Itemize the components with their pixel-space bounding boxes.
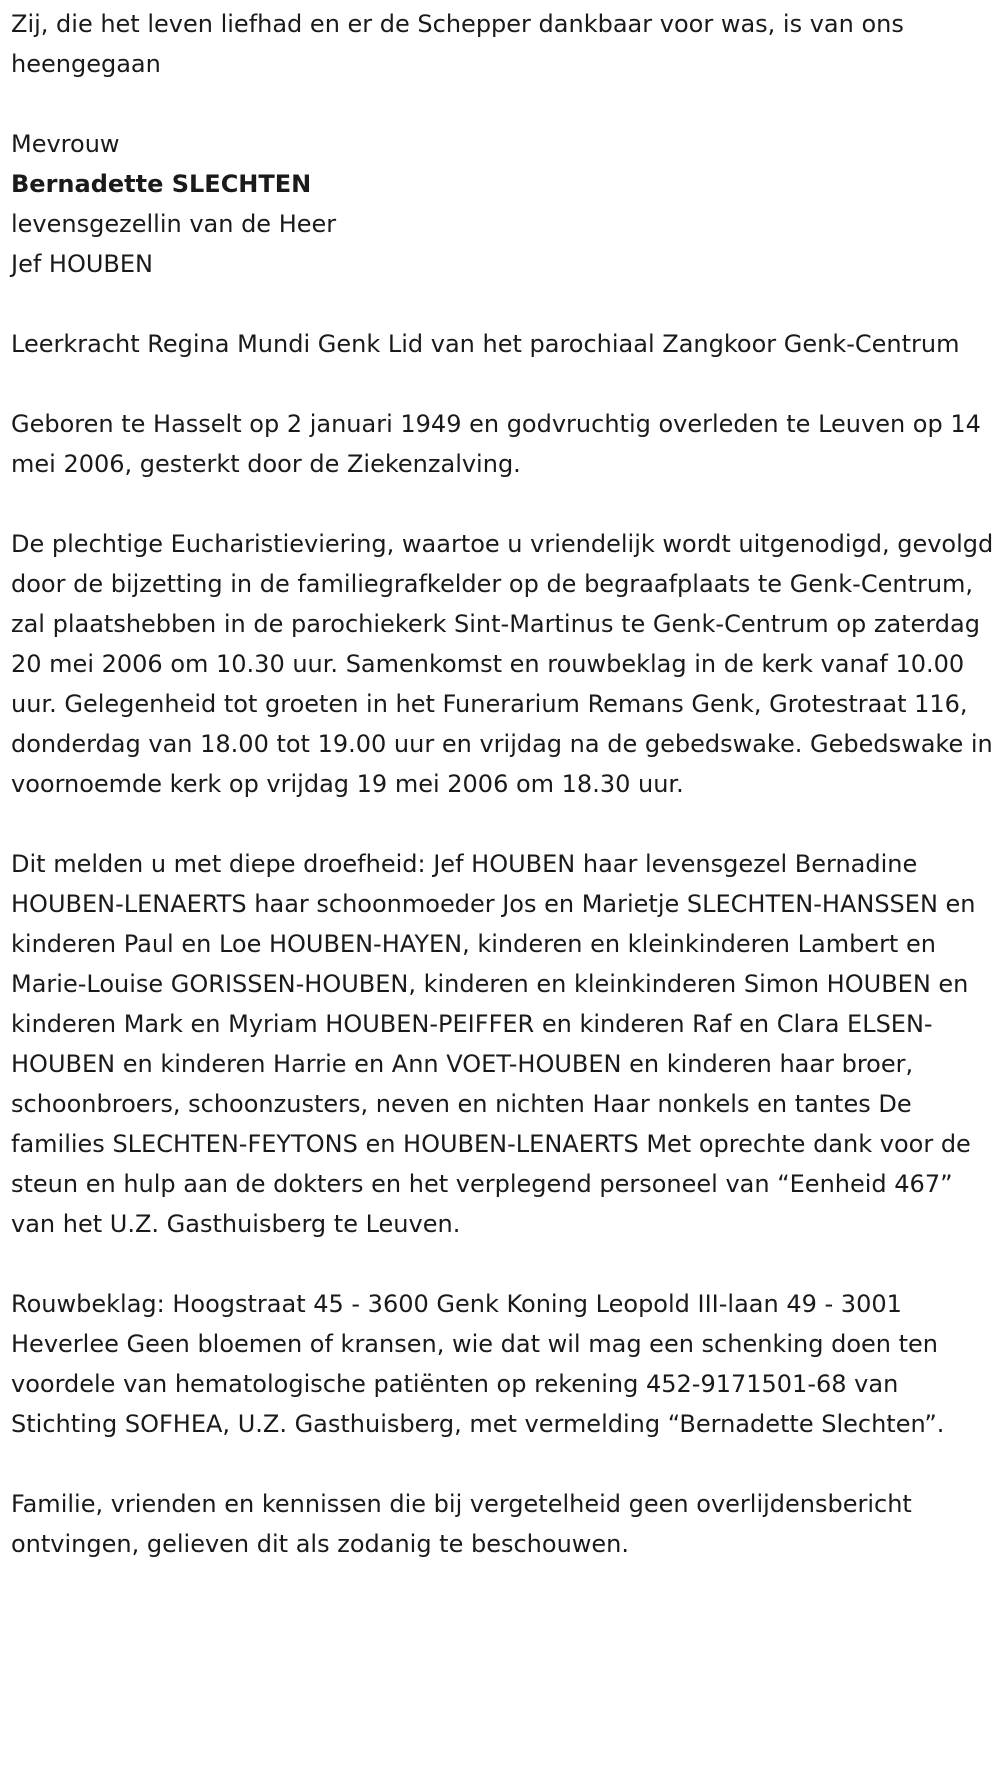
spacer (11, 1444, 1000, 1484)
spacer (11, 484, 1000, 524)
spacer (11, 284, 1000, 324)
closing-text: Familie, vrienden en kennissen die bij vergetelheid geen overlijdensbericht ontvingen, gelieven dit als zodanig te beschouwen. (11, 1490, 912, 1558)
spacer (11, 804, 1000, 844)
salutation: Mevrouw (11, 130, 120, 158)
birth-death-text: Geboren te Hasselt op 2 januari 1949 en godvruchtig overleden te Leuven op 14 mei 2006, gesterkt door de Ziekenzalving. (11, 410, 981, 478)
deceased-name: Bernadette SLECHTEN (11, 170, 312, 198)
relation-text: levensgezellin van de Heer (11, 210, 337, 238)
condolences-text: Rouwbeklag: Hoogstraat 45 - 3600 Genk Koning Leopold III-laan 49 - 3001 Heverlee Geen bloemen of kransen, wie dat wil mag een schenking doen ten voordele van hematologische patiënten op rekening 452-9171501-68 van Stichting SOFHEA, U.Z. Gasthuisberg, met vermelding “Bernadette Slechten”. (11, 1290, 945, 1438)
ceremony-text: De plechtige Eucharistieviering, waartoe u vriendelijk wordt uitgenodigd, gevolgd door de bijzetting in de familiegrafkelder op de begraafplaats te Genk-Centrum, zal plaatshebben in de parochiekerk Sint-Martinus te Genk-Centrum op zaterdag 20 mei 2006 om 10.30 uur. Samenkomst en rouwbeklag in de kerk vanaf 10.00 uur. Gelegenheid tot groeten in het Funerarium Remans Genk, Grotestraat 116, donderdag van 18.00 tot 19.00 uur en vrijdag na de gebedswake. Gebedswake in voornoemde kerk op vrijdag 19 mei 2006 om 18.30 uur. (11, 530, 994, 798)
spacer (11, 84, 1000, 124)
spacer (11, 364, 1000, 404)
occupation-text: Leerkracht Regina Mundi Genk Lid van het parochiaal Zangkoor Genk-Centrum (11, 330, 960, 358)
partner-name: Jef HOUBEN (11, 250, 154, 278)
intro-text: Zij, die het leven liefhad en er de Schepper dankbaar voor was, is van ons heengegaan (11, 10, 904, 78)
spacer (11, 1244, 1000, 1284)
family-text: Dit melden u met diepe droefheid: Jef HOUBEN haar levensgezel Bernadine HOUBEN-LENAERTS haar schoonmoeder Jos en Marietje SLECHTEN-HANSSEN en kinderen Paul en Loe HOUBEN-HAYEN, kinderen en kleinkinderen Lambert en Marie-Louise GORISSEN-HOUBEN, kinderen en kleinkinderen Simon HOUBEN en kinderen Mark en Myriam HOUBEN-PEIFFER en kinderen Raf en Clara ELSEN-HOUBEN en kinderen Harrie en Ann VOET-HOUBEN en kinderen haar broer, schoonbroers, schoonzusters, neven en nichten Haar nonkels en tantes De families SLECHTEN-FEYTONS en HOUBEN-LENAERTS Met oprechte dank voor de steun en hulp aan de dokters en het verplegend personeel van “Eenheid 467” van het U.Z. Gasthuisberg te Leuven. (11, 850, 976, 1238)
